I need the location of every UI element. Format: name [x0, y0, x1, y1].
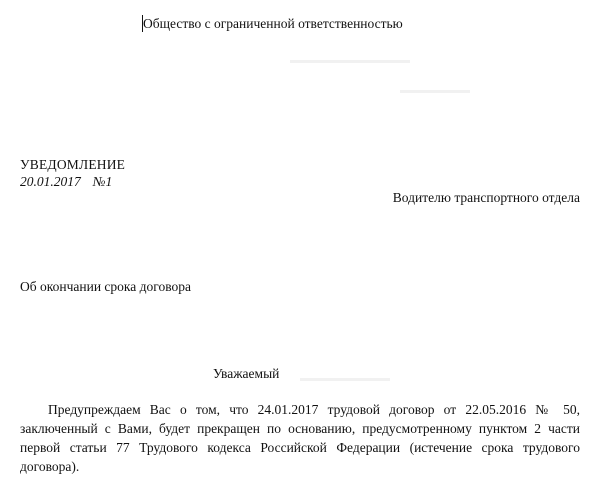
addressee: Водителю транспортного отдела	[392, 190, 580, 205]
redacted-name	[300, 378, 390, 381]
redacted-area	[290, 60, 410, 63]
organization-name: Общество с ограниченной ответственностью	[143, 16, 403, 31]
redacted-area	[400, 90, 470, 93]
document-number: №1	[92, 174, 113, 189]
document-subject: Об окончании срока договора	[20, 279, 191, 294]
document-type: УВЕДОМЛЕНИЕ	[20, 157, 126, 172]
notice-body: Предупреждаем Вас о том, что 24.01.2017 трудовой договор от 22.05.2016 № 50, заключенный с Вами, будет прекращен по основанию, предусмотренному пунктом 2 части первой статьи 77 Трудового кодекса Российской Федерации (истечение срока трудового договора).	[20, 402, 580, 474]
document-date: 20.01.2017	[20, 174, 81, 189]
document-date-line	[20, 174, 112, 190]
salutation: Уважаемый	[213, 366, 280, 381]
